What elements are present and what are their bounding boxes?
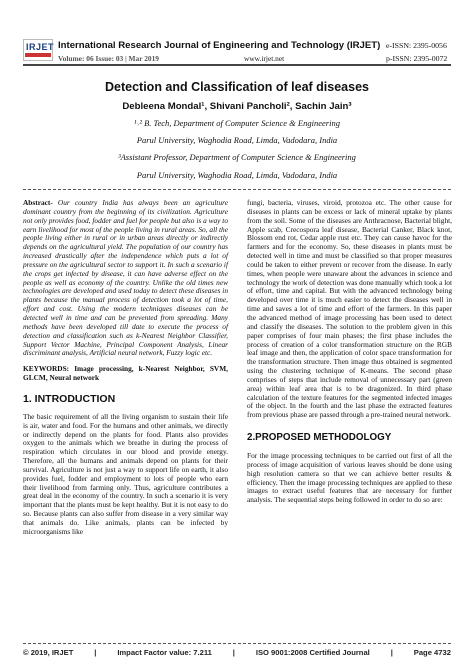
- keywords: KEYWORDS: Image processing, k-Nearest Neighbor, SVM, GLCM, Neural network: [23, 364, 228, 383]
- authors: Debleena Mondal¹, Shivani Pancholi², Sachin Jain³: [122, 101, 352, 112]
- footer-separator: |: [390, 648, 393, 657]
- logo-text: IRJET: [26, 42, 55, 52]
- affiliation-line: ¹˒² B. Tech, Department of Computer Science & Engineering: [134, 118, 340, 128]
- footer-separator: |: [94, 648, 97, 657]
- affiliation-line: Parul University, Waghodia Road, Limda, Vadodara, India: [136, 170, 338, 180]
- footer-page-number: Page 4732: [413, 648, 451, 657]
- logo-stripe: [25, 53, 51, 57]
- section-heading-introduction: 1. INTRODUCTION: [23, 392, 116, 405]
- left-column: [23, 199, 228, 537]
- abstract-text: Our country India has always been an agriculture dominant country from the beginning of its civilization. Agriculture not only provides food, fodder and fuel for people but also is a way to earn livelihood for most of the people living in rural areas. So, all the people living either in rural or in urban areas directly or indirectly depends on the agricultural yield. The population of our country has increased drastically after the independence which puts a lot of pressure on the agricultural sector to support it. In such a scenario if the crops get infected by disease, it can have adverse effect on the people as well as economy of the country. Unlike the old times new technologies are developed and used today to detect these diseases in plants because the manual process of detection took a lot of time, effort and cost. Using the modern techniques diseases can be detected well in time and can be prevented from spreading. Many methods have been developed till date to execute the process of detection and classification such as k-Nearest Neighbor Classifier, Support Vector Machine, Principal Component Analysis, Linear discriminant analysis, Artificial neural network, Fuzzy logic etc.: [23, 198, 228, 358]
- header-rule: [23, 64, 451, 66]
- footer-copyright: © 2019, IRJET: [23, 648, 74, 657]
- abstract-label: Abstract-: [23, 198, 53, 207]
- irjet-logo: [23, 39, 53, 61]
- introduction-continued: fungi, bacteria, viruses, viroid, protozoa etc. The other cause for diseases in plants can be excess or lack of mineral uptake by plants from the soil. Some of the diseases are Anthracnose, Bacterial blight, Apple scab, Crecospora leaf disease, Bacterial Canker, Black knot, Blossom end rot, Cedar apple rust etc. They can cause havoc for the farmers and for the economy. So, these diseases in plants must be detected well in time and must be classified so that proper measures could be taken to either prevent or recover from the disease. In early times, when people were unaware about the advances in science and technology the work of detection was done manually which took a lot of effort, time and capital. But with the advanced technology being developed over time it is much easier to detect the diseases well in time and saves a lot of time and effort of the farmers. In this paper the advanced method of image processing has been used to detect and classify the diseases. The solution to the problem given in this paper comprises of four main phases; the first phase includes the process of creation of a color transformation structure on the RGB leaf image and then, the application of color space transformation for the transformation structure. Then image thus obtained is segmented using the clustering technique of K-means. The second phase comprises of steps that include removal of unnecessary part (green area) within leaf area that is to be dragonized. In third phase calculation of the texture features for the segmented infected images of the object. In the fourth and the last phase the extracted features from previous phase are passed through a pre-trained neural network.: [247, 198, 452, 420]
- volume-issue: Volume: 06 Issue: 03 | Mar 2019: [58, 54, 159, 63]
- affiliation-line: ³Assistant Professor, Department of Computer Science & Engineering: [118, 152, 356, 162]
- footer-separator: |: [232, 648, 235, 657]
- section-heading-methodology: 2.PROPOSED METHODOLOGY: [247, 432, 392, 444]
- journal-website: www.irjet.net: [244, 54, 285, 63]
- footer-impact-factor: Impact Factor value: 7.211: [117, 648, 212, 657]
- title-divider: [23, 189, 451, 190]
- footer-rule: [23, 643, 451, 644]
- footer: [23, 648, 451, 657]
- footer-iso: ISO 9001:2008 Certified Journal: [255, 648, 370, 657]
- methodology-text: For the image processing techniques to be carried out first of all the process of image acquisition of various leaves should be done using high resolution camera so that we can achieve better results & efficiency. Then the image processing techniques are applied to these images to extract useful features that are necessary for further analysis. The sequential steps being followed in order to do so are:: [247, 451, 452, 505]
- abstract: [23, 199, 228, 358]
- eissn: e-ISSN: 2395-0056: [386, 41, 447, 50]
- affiliation-line: Parul University, Waghodia Road, Limda, Vadodara, India: [136, 135, 338, 145]
- right-column: [247, 199, 452, 505]
- introduction-text: The basic requirement of all the living organism to sustain their life is air, water and food. For the humans and other animals, we directly or indirectly depend on the plants for food. Plants also provides oxygen to the animals which we breathe in during the process of respiration which circulates in our blood and provide energy. Therefore, all the humans and animals depend on plants for their survival. Agriculture is not just a way to support life on earth, it also provides fuel, fodder and employment to lots of people who earn their livelihood from farming only. Thus, agriculture contributes a great deal in the economy of the country. In such a scenario it is very important that the plants must be kept healthy. But it is not easy to do so. Because plants can also suffer from disease in a very similar way that animals do. Like animals, plants can be infected by microorganisms like: [23, 411, 228, 536]
- pissn: p-ISSN: 2395-0072: [386, 54, 448, 63]
- paper-title: Detection and Classification of leaf diseases: [105, 80, 369, 94]
- journal-title: International Research Journal of Engineering and Technology (IRJET): [58, 40, 381, 51]
